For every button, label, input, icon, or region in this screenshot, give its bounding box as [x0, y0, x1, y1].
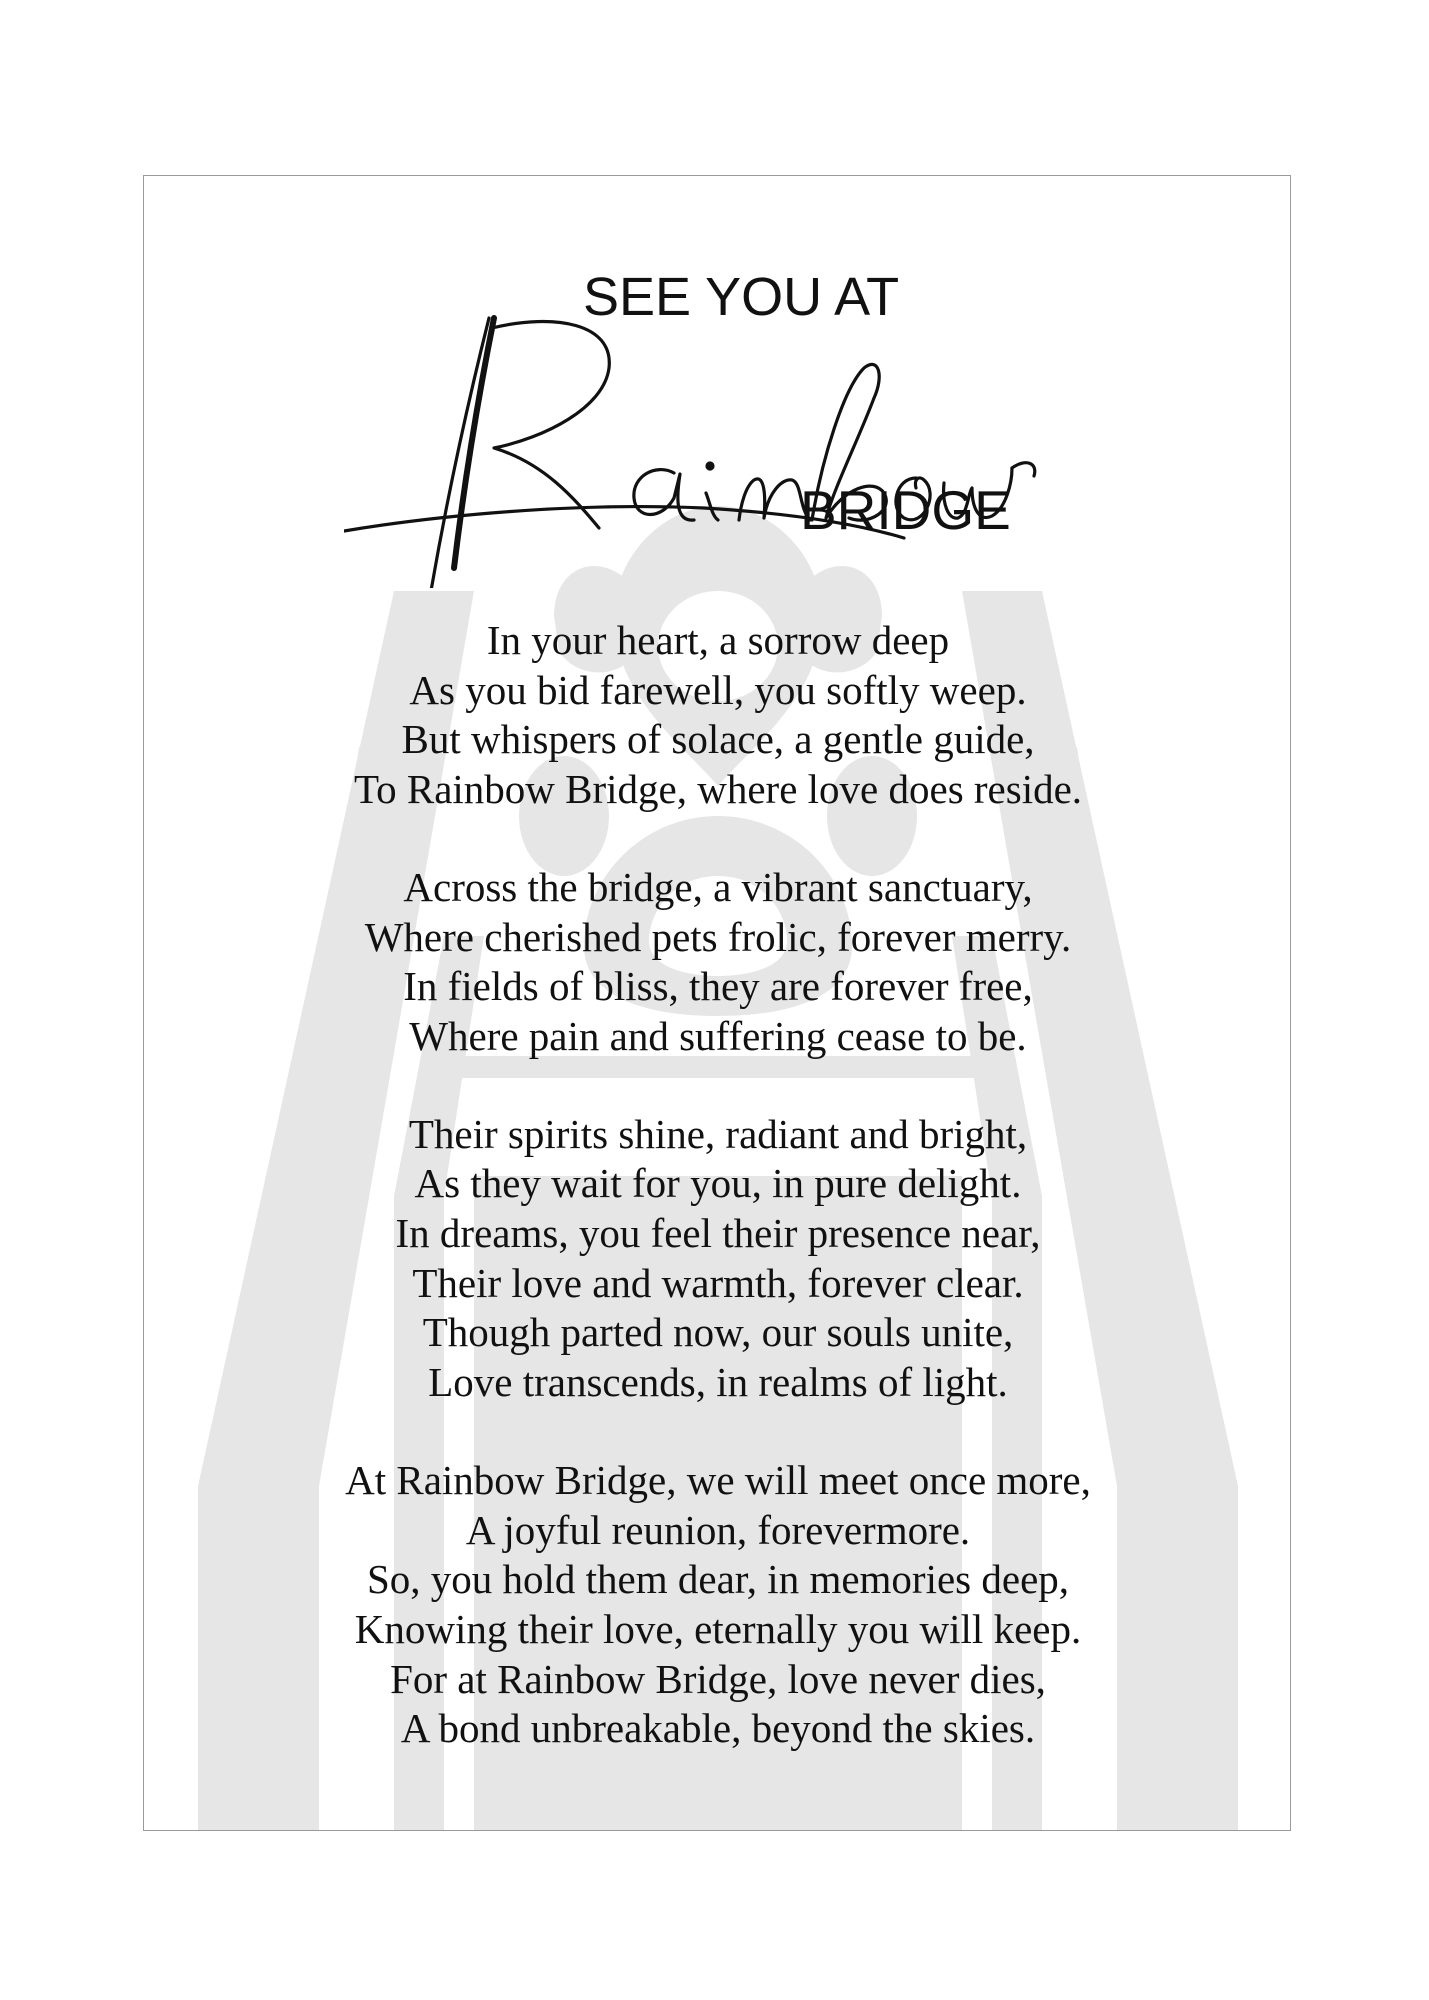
poem-line: In fields of bliss, they are forever free, — [403, 963, 1033, 1010]
title-see-you-at: SEE YOU AT — [583, 267, 900, 327]
poem-line: Where cherished pets frolic, forever merry. — [364, 913, 1072, 960]
poem-stanza — [144, 863, 1291, 1062]
poem-line: A bond unbreakable, beyond the skies. — [400, 1705, 1036, 1752]
poem-line: Where pain and suffering cease to be. — [409, 1012, 1027, 1059]
title-bridge: BRIDGE — [800, 479, 1011, 541]
poem-line: A joyful reunion, forevermore. — [465, 1506, 971, 1553]
poem-line: For at Rainbow Bridge, love never dies, — [390, 1655, 1046, 1702]
poem-card — [143, 175, 1291, 1831]
poem-line: As you bid farewell, you softly weep. — [409, 666, 1027, 713]
poem-line: As they wait for you, in pure delight. — [414, 1160, 1022, 1207]
poem-stanza — [144, 616, 1291, 815]
poem-stanza — [144, 1456, 1291, 1754]
poem-line: Their spirits shine, radiant and bright, — [408, 1110, 1028, 1157]
poem-line: To Rainbow Bridge, where love does reside. — [353, 766, 1083, 813]
poem-stanza — [144, 1110, 1291, 1408]
poem-line: Though parted now, our souls unite, — [422, 1309, 1014, 1356]
poem-line: But whispers of solace, a gentle guide, — [401, 716, 1035, 763]
poem-line: In dreams, you feel their presence near, — [395, 1210, 1041, 1257]
poem-line: At Rainbow Bridge, we will meet once more, — [345, 1456, 1091, 1503]
poem-line: Love transcends, in realms of light. — [428, 1359, 1008, 1406]
poem-body — [144, 616, 1291, 1802]
poem-line: Their love and warmth, forever clear. — [412, 1259, 1024, 1306]
poem-line: In your heart, a sorrow deep — [486, 617, 950, 663]
poem-line: Knowing their love, eternally you will keep. — [354, 1605, 1082, 1652]
poem-line: So, you hold them dear, in memories deep, — [366, 1556, 1070, 1603]
poem-line: Across the bridge, a vibrant sanctuary, — [403, 863, 1033, 910]
title-rainbow-script — [344, 288, 1044, 588]
